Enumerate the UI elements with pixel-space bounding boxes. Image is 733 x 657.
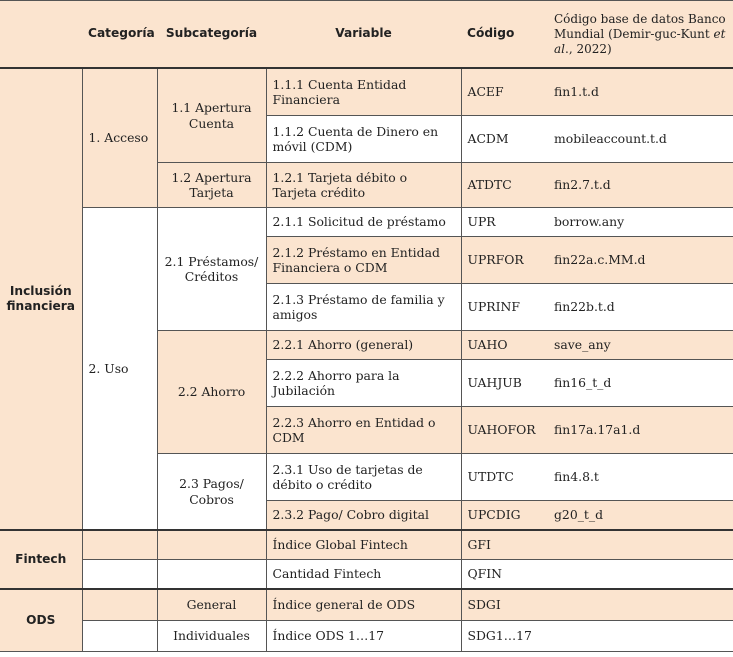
- empty-cell: [157, 560, 266, 590]
- source-cell: fin17a.17a1.d: [548, 407, 733, 454]
- code-cell: UPRFOR: [461, 237, 548, 284]
- empty-cell: [82, 589, 157, 621]
- subcat-ahorro: 2.2 Ahorro: [157, 331, 266, 454]
- source-cell: borrow.any: [548, 208, 733, 237]
- variable-cell: 2.2.2 Ahorro para la Jubilación: [266, 360, 461, 407]
- subcat-apertura-cuenta: 1.1 Apertura Cuenta: [157, 68, 266, 163]
- group-uso: 2. Uso: [82, 208, 157, 531]
- subcat-pagos: 2.3 Pagos/ Cobros: [157, 454, 266, 531]
- source-cell: fin22a.c.MM.d: [548, 237, 733, 284]
- code-cell: SDGI: [461, 589, 548, 621]
- header-fuente-italic: et al: [554, 26, 726, 56]
- variable-cell: Índice ODS 1…17: [266, 621, 461, 652]
- variable-cell: 2.2.3 Ahorro en Entidad o CDM: [266, 407, 461, 454]
- variable-cell: Índice Global Fintech: [266, 530, 461, 560]
- variable-cell: Índice general de ODS: [266, 589, 461, 621]
- variable-cell: 2.1.3 Préstamo de familia y amigos: [266, 284, 461, 331]
- source-cell: [548, 621, 733, 652]
- source-cell: fin2.7.t.d: [548, 163, 733, 208]
- variable-cell: Cantidad Fintech: [266, 560, 461, 590]
- variable-cell: 2.2.1 Ahorro (general): [266, 331, 461, 360]
- table-row: [0, 530, 733, 560]
- subcat-individuales: Individuales: [157, 621, 266, 652]
- code-cell: UPR: [461, 208, 548, 237]
- source-cell: mobileaccount.t.d: [548, 116, 733, 163]
- code-cell: GFI: [461, 530, 548, 560]
- empty-cell: [157, 530, 266, 560]
- source-cell: [548, 560, 733, 590]
- table-row: [0, 68, 733, 116]
- section-ods: ODS: [0, 589, 82, 652]
- header-row: [0, 1, 733, 69]
- header-fuente-pre: Código base de datos Banco Mundial (Demir-guc-Kunt: [554, 11, 726, 41]
- variable-cell: 2.1.2 Préstamo en Entidad Financiera o CDM: [266, 237, 461, 284]
- variable-cell: 2.1.1 Solicitud de préstamo: [266, 208, 461, 237]
- source-cell: save_any: [548, 331, 733, 360]
- code-cell: UTDTC: [461, 454, 548, 501]
- variable-cell: 1.2.1 Tarjeta débito o Tarjeta crédito: [266, 163, 461, 208]
- header-variable: Variable: [266, 1, 461, 69]
- table-row: [0, 621, 733, 652]
- header-empty: [0, 1, 82, 69]
- empty-cell: [82, 621, 157, 652]
- header-categoria: Categoría: [82, 1, 157, 69]
- subcat-prestamos: 2.1 Préstamos/ Créditos: [157, 208, 266, 331]
- source-cell: fin4.8.t: [548, 454, 733, 501]
- empty-cell: [82, 530, 157, 560]
- subcat-general: General: [157, 589, 266, 621]
- header-fuente: [548, 1, 733, 69]
- header-subcategoria: Subcategoría: [157, 1, 266, 69]
- code-cell: UPCDIG: [461, 501, 548, 531]
- code-cell: UAHJUB: [461, 360, 548, 407]
- group-acceso: 1. Acceso: [82, 68, 157, 208]
- section-inclusion-financiera: Inclusión financiera: [0, 68, 82, 530]
- source-cell: [548, 530, 733, 560]
- table-row: [0, 560, 733, 590]
- source-cell: [548, 589, 733, 621]
- variable-cell: 2.3.2 Pago/ Cobro digital: [266, 501, 461, 531]
- code-cell: ATDTC: [461, 163, 548, 208]
- section-fintech: Fintech: [0, 530, 82, 589]
- code-cell: QFIN: [461, 560, 548, 590]
- source-cell: fin16_t_d: [548, 360, 733, 407]
- code-cell: ACEF: [461, 68, 548, 116]
- code-cell: UPRINF: [461, 284, 548, 331]
- code-cell: UAHOFOR: [461, 407, 548, 454]
- source-cell: g20_t_d: [548, 501, 733, 531]
- table-row: [0, 208, 733, 237]
- header-codigo: Código: [461, 1, 548, 69]
- code-cell: SDG1…17: [461, 621, 548, 652]
- code-cell: UAHO: [461, 331, 548, 360]
- variable-cell: 2.3.1 Uso de tarjetas de débito o crédito: [266, 454, 461, 501]
- header-fuente-post: ., 2022): [565, 41, 612, 56]
- source-cell: fin1.t.d: [548, 68, 733, 116]
- subcat-apertura-tarjeta: 1.2 Apertura Tarjeta: [157, 163, 266, 208]
- variable-cell: 1.1.1 Cuenta Entidad Financiera: [266, 68, 461, 116]
- variable-cell: 1.1.2 Cuenta de Dinero en móvil (CDM): [266, 116, 461, 163]
- code-cell: ACDM: [461, 116, 548, 163]
- table-row: [0, 589, 733, 621]
- empty-cell: [82, 560, 157, 590]
- source-cell: fin22b.t.d: [548, 284, 733, 331]
